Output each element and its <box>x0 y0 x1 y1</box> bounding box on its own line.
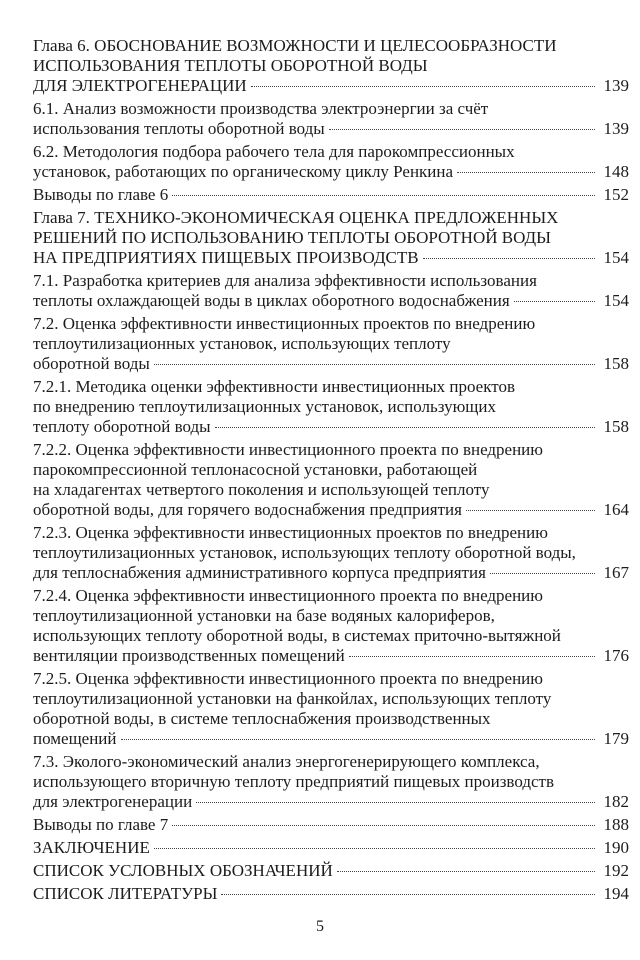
toc-entry-title: оборотной воды, в системе теплоснабжения производственных <box>33 709 491 728</box>
toc-entry-title: помещений <box>33 729 117 748</box>
toc-leader-dots <box>154 847 595 849</box>
toc-entry-title: СПИСОК ЛИТЕРАТУРЫ <box>33 884 218 903</box>
toc-page-number: 148 <box>603 162 629 181</box>
toc-page-number: 164 <box>603 500 629 519</box>
toc-entry-title: для теплоснабжения административного корпуса предприятия <box>33 563 486 582</box>
toc-entry-line <box>33 36 629 56</box>
toc-entry-line <box>33 606 629 626</box>
toc-entry-title: ДЛЯ ЭЛЕКТРОГЕНЕРАЦИИ <box>33 76 247 95</box>
toc-entry <box>33 271 629 311</box>
toc-page-number: 158 <box>603 354 629 373</box>
toc-entry-line <box>33 729 629 749</box>
toc-entry-line <box>33 377 629 397</box>
toc-entry-title: по внедрению теплоутилизационных установок, использующих <box>33 397 496 416</box>
toc-entry <box>33 752 629 812</box>
toc-leader-dots <box>514 300 595 302</box>
toc-entry-line <box>33 162 629 182</box>
toc-entry-title: 7.3. Эколого-экономический анализ энергогенерирующего комплекса, <box>33 752 540 771</box>
toc-entry-line <box>33 314 629 334</box>
toc-leader-dots <box>423 257 595 259</box>
toc-leader-dots <box>172 824 595 826</box>
toc-entry-line <box>33 460 629 480</box>
toc-leader-dots <box>490 572 595 574</box>
toc-page-number: 152 <box>603 185 629 204</box>
toc-entry-title: использования теплоты оборотной воды <box>33 119 325 138</box>
toc-entry-title: 7.2.1. Методика оценки эффективности инвестиционных проектов <box>33 377 515 396</box>
toc-leader-dots <box>251 85 595 87</box>
toc-page-number: 188 <box>603 815 629 834</box>
toc-entry-line <box>33 208 629 228</box>
toc-entry <box>33 861 629 881</box>
toc-entry-title: теплоутилизационных установок, использующих теплоту <box>33 334 451 353</box>
toc-entry-line <box>33 586 629 606</box>
toc-entry-title: 7.2. Оценка эффективности инвестиционных проектов по внедрению <box>33 314 536 333</box>
toc-entry-title: парокомпрессионной теплонасосной установки, работающей <box>33 460 478 479</box>
toc-leader-dots <box>154 363 595 365</box>
toc-entry-title: оборотной воды, для горячего водоснабжения предприятия <box>33 500 462 519</box>
toc-entry <box>33 815 629 835</box>
toc-entry <box>33 586 629 666</box>
toc-entry-line <box>33 861 629 881</box>
toc-page-number: 158 <box>603 417 629 436</box>
toc-entry-title: теплоутилизационной установки на фанкойлах, использующих теплоту <box>33 689 552 708</box>
toc-entry-title: 7.2.4. Оценка эффективности инвестиционного проекта по внедрению <box>33 586 543 605</box>
toc-entry <box>33 185 629 205</box>
toc-entry <box>33 142 629 182</box>
toc-entry-title: для электрогенерации <box>33 792 193 811</box>
toc-entry-line <box>33 248 629 268</box>
toc-entry-line <box>33 543 629 563</box>
toc-entry-title: теплоутилизационных установок, использующих теплоту оборотной воды, <box>33 543 576 562</box>
toc-page-number: 139 <box>603 76 629 95</box>
page-number: 5 <box>316 918 324 935</box>
toc-entry-title: на хладагентах четвертого поколения и использующей теплоту <box>33 480 490 499</box>
toc-entry-line <box>33 119 629 139</box>
toc-entry-title: 7.1. Разработка критериев для анализа эффективности использования <box>33 271 537 290</box>
toc-entry <box>33 523 629 583</box>
toc-entry-line <box>33 523 629 543</box>
toc-leader-dots <box>329 128 595 130</box>
toc-entry-line <box>33 709 629 729</box>
toc-entry <box>33 669 629 749</box>
toc-entry-line <box>33 752 629 772</box>
toc-entry-title: 6.1. Анализ возможности производства электроэнергии за счёт <box>33 99 489 118</box>
toc-entry <box>33 440 629 520</box>
toc-entry-title: оборотной воды <box>33 354 150 373</box>
toc-entry-title: НА ПРЕДПРИЯТИЯХ ПИЩЕВЫХ ПРОИЗВОДСТВ <box>33 248 419 267</box>
toc-entry-line <box>33 99 629 119</box>
toc-leader-dots <box>466 509 595 511</box>
toc-entry-line <box>33 646 629 666</box>
toc-entry-line <box>33 185 629 205</box>
toc-entry-line <box>33 56 629 76</box>
toc-leader-dots <box>172 194 595 196</box>
toc-entry-line <box>33 271 629 291</box>
toc-entry-title: 7.2.2. Оценка эффективности инвестиционного проекта по внедрению <box>33 440 543 459</box>
toc-page-number: 192 <box>603 861 629 880</box>
toc-entry-title: теплоты охлаждающей воды в циклах оборотного водоснабжения <box>33 291 510 310</box>
toc-entry-line <box>33 772 629 792</box>
toc-page-number: 154 <box>603 291 629 310</box>
toc-entry-title: теплоутилизационной установки на базе водяных калориферов, <box>33 606 495 625</box>
toc-entry-title: 7.2.5. Оценка эффективности инвестиционного проекта по внедрению <box>33 669 543 688</box>
toc-entry-line <box>33 815 629 835</box>
toc-entry <box>33 208 629 268</box>
toc-entry-line <box>33 792 629 812</box>
toc-entry-line <box>33 884 629 904</box>
toc-entry-line <box>33 228 629 248</box>
toc-entry <box>33 838 629 858</box>
toc-entry-title: ЗАКЛЮЧЕНИЕ <box>33 838 150 857</box>
toc-entry-line <box>33 417 629 437</box>
toc-page-number: 176 <box>603 646 629 665</box>
toc-entry <box>33 99 629 139</box>
toc-page-number: 190 <box>603 838 629 857</box>
toc-entry-line <box>33 291 629 311</box>
toc-entry <box>33 36 629 96</box>
toc-entry-line <box>33 397 629 417</box>
toc-leader-dots <box>196 801 595 803</box>
toc-entry-line <box>33 838 629 858</box>
toc-entry-title: использующего вторичную теплоту предприятий пищевых производств <box>33 772 555 791</box>
toc-page-number: 167 <box>603 563 629 582</box>
toc-page-number: 194 <box>603 884 629 903</box>
toc-entry-title: СПИСОК УСЛОВНЫХ ОБОЗНАЧЕНИЙ <box>33 861 333 880</box>
toc-entry-line <box>33 334 629 354</box>
toc-entry <box>33 884 629 904</box>
toc-page-number: 179 <box>603 729 629 748</box>
toc-entry-line <box>33 76 629 96</box>
toc-entry-line <box>33 669 629 689</box>
toc-entry-title: установок, работающих по органическому циклу Ренкина <box>33 162 454 181</box>
toc-entry-title: Глава 7. ТЕХНИКО-ЭКОНОМИЧЕСКАЯ ОЦЕНКА ПРЕДЛОЖЕННЫХ <box>33 208 559 227</box>
toc-entry-title: ИСПОЛЬЗОВАНИЯ ТЕПЛОТЫ ОБОРОТНОЙ ВОДЫ <box>33 56 428 75</box>
toc-entry-title: Глава 6. ОБОСНОВАНИЕ ВОЗМОЖНОСТИ И ЦЕЛЕСООБРАЗНОСТИ <box>33 36 557 55</box>
toc-entry-line <box>33 689 629 709</box>
table-of-contents <box>33 36 629 907</box>
toc-entry-line <box>33 440 629 460</box>
toc-entry-title: Выводы по главе 6 <box>33 185 169 204</box>
toc-entry-title: вентиляции производственных помещений <box>33 646 345 665</box>
toc-leader-dots <box>457 171 595 173</box>
toc-entry <box>33 314 629 374</box>
toc-leader-dots <box>221 893 595 895</box>
toc-entry <box>33 377 629 437</box>
toc-entry-title: РЕШЕНИЙ ПО ИСПОЛЬЗОВАНИЮ ТЕПЛОТЫ ОБОРОТНОЙ ВОДЫ <box>33 228 551 247</box>
toc-entry-title: теплоту оборотной воды <box>33 417 211 436</box>
toc-entry-title: 6.2. Методология подбора рабочего тела для парокомпрессионных <box>33 142 515 161</box>
toc-page-number: 154 <box>603 248 629 267</box>
toc-entry-line <box>33 142 629 162</box>
toc-entry-line <box>33 480 629 500</box>
toc-page-number: 139 <box>603 119 629 138</box>
toc-leader-dots <box>349 655 595 657</box>
toc-leader-dots <box>337 870 595 872</box>
toc-entry-line <box>33 563 629 583</box>
toc-entry-line <box>33 626 629 646</box>
toc-leader-dots <box>215 426 595 428</box>
toc-entry-line <box>33 354 629 374</box>
toc-entry-line <box>33 500 629 520</box>
toc-leader-dots <box>121 738 595 740</box>
toc-page-number: 182 <box>603 792 629 811</box>
toc-entry-title: 7.2.3. Оценка эффективности инвестиционных проектов по внедрению <box>33 523 548 542</box>
toc-entry-title: Выводы по главе 7 <box>33 815 169 834</box>
toc-entry-title: использующих теплоту оборотной воды, в системах приточно-вытяжной <box>33 626 561 645</box>
